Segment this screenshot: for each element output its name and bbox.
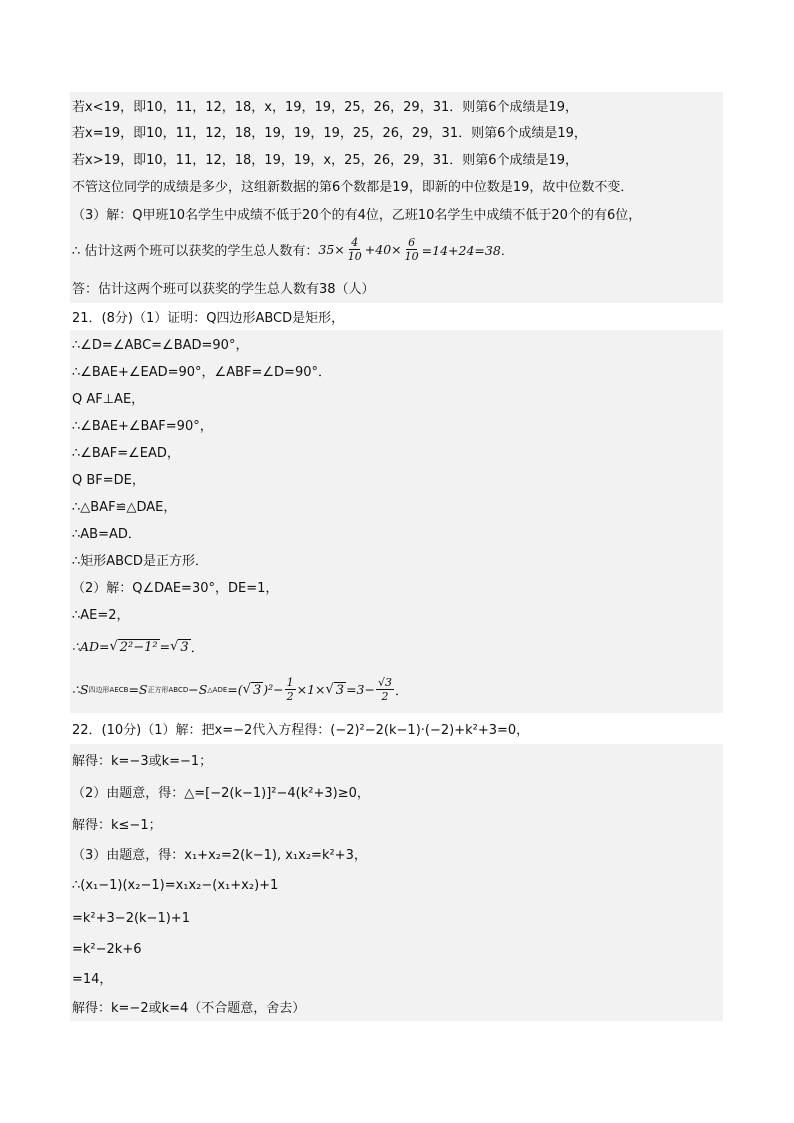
text-line-21-formula: ∴S 四边形AECB =S 正方形ABCD −S △ADE =( √ 3 )²− $\frac{1}{2}$ ×1× √ 3 =3− $\frac{√3}{2}$ ． (70, 666, 723, 713)
text-line-26: （3）由题意，得：x₁+x₂=2(k−1), x₁x₂=k²+3， (70, 837, 723, 869)
problem-21-heading: 21．(8分)（1）证明：Q四边形ABCD是矩形， (70, 303, 723, 330)
text-line-13: ∴∠BAF=∠EAD， (70, 438, 723, 465)
text-line-17: ∴矩形ABCD是正方形． (70, 546, 723, 573)
text-line-18: （2）解：Q∠DAE=30°，DE=1， (70, 573, 723, 600)
problem-22-heading: 22．(10分)（1）解：把x=−2代入方程得：(−2)²−2(k−1)·(−2)+k²+3=0， (70, 713, 723, 744)
text-line-2: 若x=19，即10，11，12，18，19，19，19，25，26，29，31．则第6个成绩是19， (70, 118, 723, 145)
text-line-5: （3）解：Q甲班10名学生中成绩不低于20个的有4位，乙班10名学生中成绩不低于20个的有6位， (70, 199, 723, 227)
fraction: $\frac{√3}{2}$ (377, 676, 392, 703)
square-root: √ 3 (242, 681, 262, 698)
text-line-19: ∴AE=2， (70, 600, 723, 627)
text-line-28: =k²+3−2(k−1)+1 (70, 902, 723, 934)
text-line-20-formula: ∴AD= √ 2²−1² = √ 3 ． (70, 627, 723, 666)
fraction: $\frac{6}{10}$ (404, 236, 419, 263)
fraction: $\frac{4}{10}$ (347, 236, 362, 263)
text-line-31: 解得：k=−2或k=4（不合题意，舍去） (70, 991, 723, 1021)
text-line-1: 若x<19，即10，11，12，18，x，19，19，25，26，29，31．则第6个成绩是19， (70, 92, 723, 118)
square-root: √ 2²−1² (109, 638, 158, 655)
fraction: $\frac{1}{2}$ (286, 676, 294, 703)
text-line-7: 答：估计这两个班可以获奖的学生总人数有38（人） (70, 272, 723, 303)
text-line-9: ∴∠D=∠ABC=∠BAD=90°， (70, 330, 723, 357)
text-line-12: ∴∠BAE+∠BAF=90°， (70, 411, 723, 438)
text-line-10: ∴∠BAE+∠EAD=90°，∠ABF=∠D=90°． (70, 357, 723, 384)
text-line-11: Q AF⊥AE， (70, 384, 723, 411)
text-line-16: ∴AB=AD． (70, 519, 723, 546)
text-line-27: ∴(x₁−1)(x₂−1)=x₁x₂−(x₁+x₂)+1 (70, 869, 723, 902)
square-root: √ 3 (325, 681, 345, 698)
text-line-15: ∴△BAF≌△DAE， (70, 492, 723, 519)
text-line-23: 解得：k=−3或k=−1； (70, 744, 723, 774)
text-line-24: （2）由题意，得：△=[−2(k−1)]²−4(k²+3)≥0， (70, 774, 723, 809)
square-root: √ 3 (170, 638, 189, 655)
text-line-3: 若x>19，即10，11，12，18，19，19，x，25，26，29，31．则第6个成绩是19， (70, 145, 723, 172)
text-line-14: Q BF=DE， (70, 465, 723, 492)
text-line-6-formula: ∴ 估计这两个班可以获奖的学生总人数有： 35× $\frac{4}{10}$ +40× $\frac{6}{10}$ =14+24=38． (70, 227, 723, 272)
text-line-4: 不管这位同学的成绩是多少，这组新数据的第6个数都是19，即新的中位数是19，故中位数不变． (70, 172, 723, 199)
text-line-29: =k²−2k+6 (70, 934, 723, 964)
text-line-30: =14， (70, 964, 723, 991)
text-line-25: 解得：k≤−1； (70, 809, 723, 837)
